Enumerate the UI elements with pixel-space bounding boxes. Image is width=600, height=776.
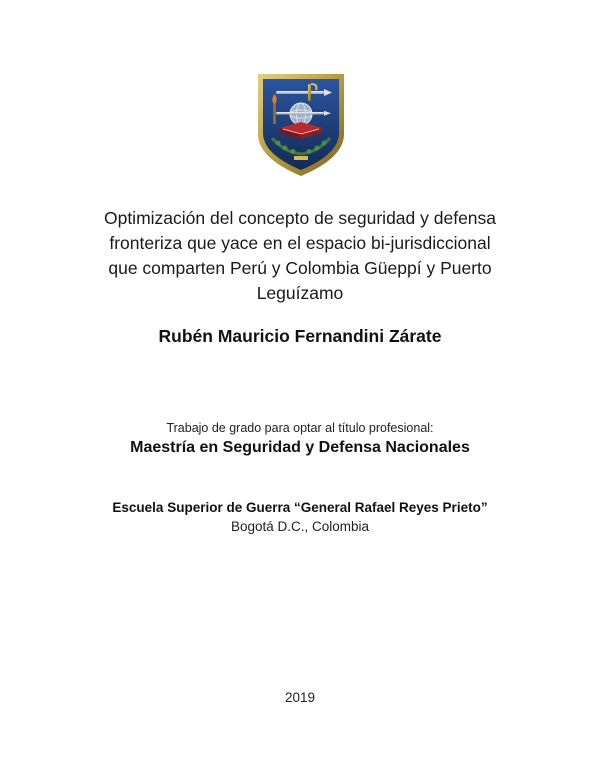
- title-line: Leguízamo: [256, 283, 344, 303]
- title-line: fronteriza que yace en el espacio bi-jurisdiccional: [109, 233, 491, 253]
- degree-title: Maestría en Seguridad y Defensa Nacionales: [130, 439, 470, 456]
- title-line: Optimización del concepto de seguridad y defensa: [103, 208, 497, 228]
- author-name: Rubén Mauricio Fernandini Zárate: [158, 326, 442, 346]
- shield-crest-icon: [256, 72, 346, 178]
- publication-year: 2019: [284, 690, 316, 705]
- degree-intro: Trabajo de grado para optar al título profesional:: [166, 421, 434, 435]
- city-location: Bogotá D.C., Colombia: [230, 519, 370, 534]
- document-title: [60, 206, 540, 306]
- title-line: que comparten Perú y Colombia Güeppí y Puerto: [108, 258, 492, 278]
- school-name: Escuela Superior de Guerra “General Rafael Reyes Prieto”: [112, 500, 488, 515]
